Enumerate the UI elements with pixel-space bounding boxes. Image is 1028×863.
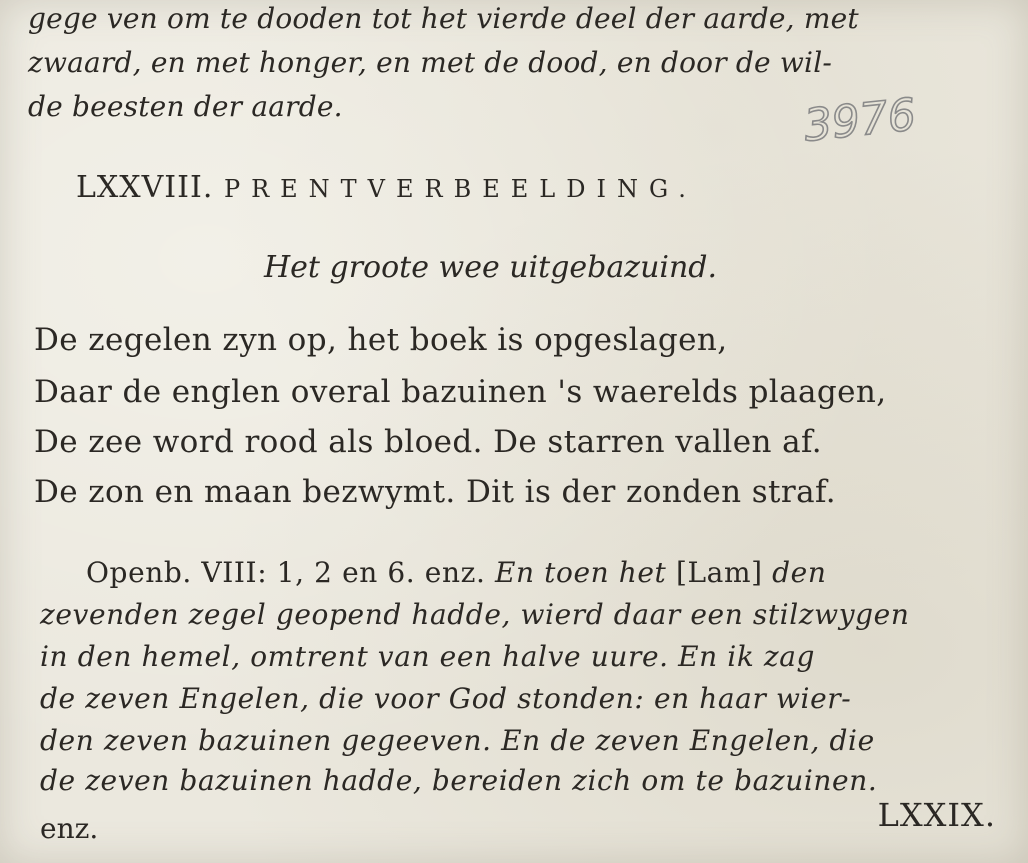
section-heading	[76, 170, 697, 205]
body-line-5: den zeven bazuinen gegeeven. En de zeven Engelen, die	[40, 724, 875, 757]
section-subtitle: Het groote wee uitgebazuind.	[264, 250, 718, 285]
top-text-line-1: gege ven om te dooden tot het vierde deel der aarde, met	[28, 2, 859, 35]
body-line-6: de zeven bazuinen hadde, bereiden zich om te bazuinen.	[40, 764, 878, 797]
catchword: enz.	[40, 812, 99, 845]
verse-line-4: De zon en maan bezwymt. Dit is der zonden straf.	[34, 474, 837, 510]
body-line-1-italic: En toen het	[494, 556, 667, 589]
top-text-line-2: zwaard, en met honger, en met de dood, en door de wil-	[28, 46, 833, 79]
pencil-note-text: 3976	[801, 89, 919, 152]
body-line-2: zevenden zegel geopend hadde, wierd daar een stilzwygen	[40, 598, 910, 631]
pencil-inventory-number	[800, 86, 940, 156]
body-line-4: de zeven Engelen, die voor God stonden: en haar wier-	[40, 682, 852, 715]
body-line-1	[86, 556, 826, 589]
scripture-reference: Openb. VIII: 1, 2 en 6. enz.	[86, 556, 486, 589]
signature-mark: LXXIX.	[877, 796, 996, 834]
body-line-3: in den hemel, omtrent van een halve uure. En ik zag	[40, 640, 816, 673]
section-number: LXXVIII.	[76, 170, 214, 205]
section-title: PRENTVERBEELDING.	[223, 175, 697, 203]
top-text-line-3: de beesten der aarde.	[28, 90, 343, 123]
verse-line-3: De zee word rood als bloed. De starren vallen af.	[34, 424, 822, 460]
bracketed-word: [Lam]	[675, 556, 763, 589]
verse-line-2: Daar de englen overal bazuinen 's waerelds plaagen,	[34, 374, 887, 410]
verse-line-1: De zegelen zyn op, het boek is opgeslagen,	[34, 322, 728, 358]
body-line-1-end: den	[772, 556, 827, 589]
